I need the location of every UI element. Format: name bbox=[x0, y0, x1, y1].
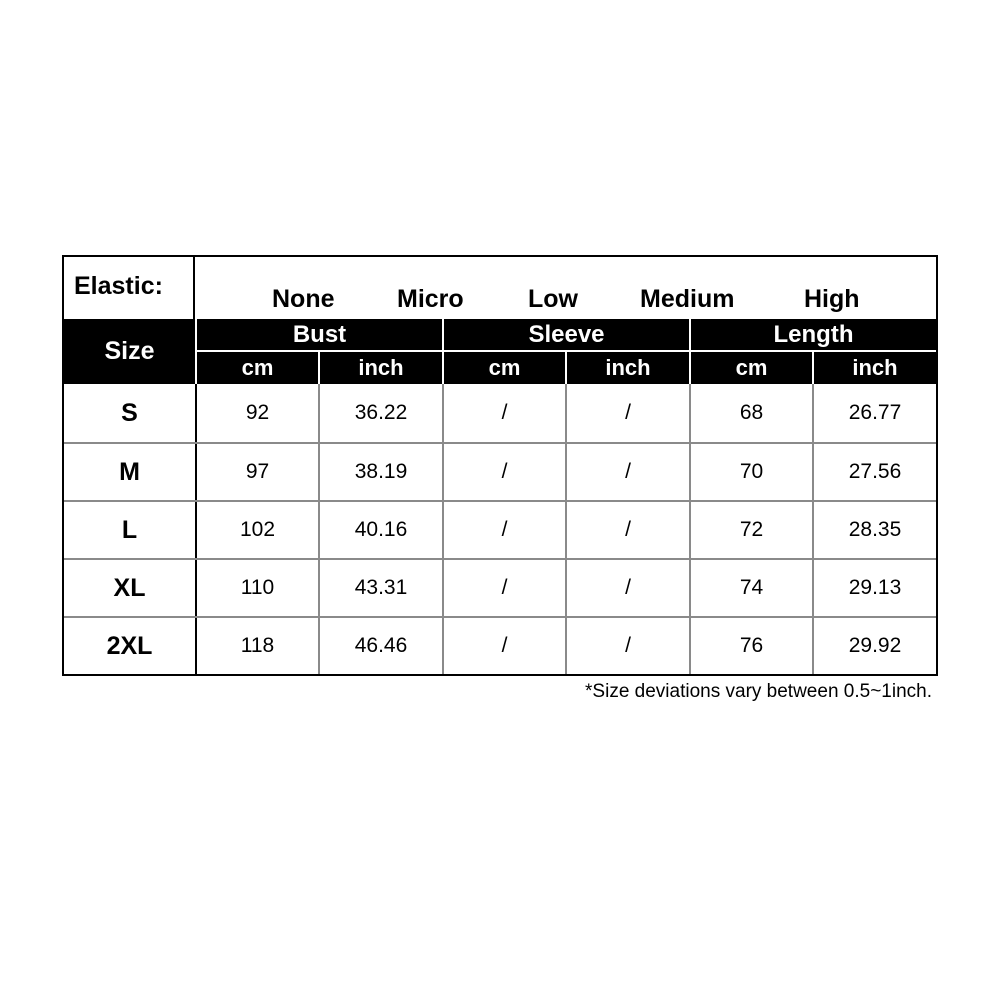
sleeve-inch-value: / bbox=[625, 401, 631, 424]
header-sleeve: Sleeve bbox=[528, 321, 605, 348]
elastic-option-high: High bbox=[804, 285, 860, 313]
header-bust: Bust bbox=[292, 321, 347, 348]
bust-inch-value: 36.22 bbox=[354, 401, 408, 424]
length-inch-value: 29.13 bbox=[848, 576, 902, 599]
header-length-cm: cm bbox=[735, 355, 768, 380]
length-inch-value: 28.35 bbox=[848, 518, 902, 541]
length-cm-value: 76 bbox=[739, 634, 764, 657]
header-sleeve-cm: cm bbox=[488, 355, 521, 380]
sleeve-cm-value: / bbox=[501, 576, 508, 599]
bust-inch-value: 40.16 bbox=[354, 518, 408, 541]
length-inch-value: 29.92 bbox=[848, 634, 902, 657]
elastic-label: Elastic: bbox=[64, 257, 195, 319]
length-cm-value: 68 bbox=[739, 401, 764, 424]
bust-inch-value: 38.19 bbox=[354, 460, 408, 483]
bust-cm-value: 102 bbox=[239, 518, 276, 541]
sleeve-inch-value: / bbox=[625, 634, 631, 657]
header-length-inch: inch bbox=[852, 355, 898, 380]
sleeve-cm-value: / bbox=[501, 634, 508, 657]
bust-cm-value: 110 bbox=[240, 576, 275, 599]
bust-inch-value: 46.46 bbox=[354, 634, 408, 657]
sleeve-cm-value: / bbox=[501, 518, 508, 541]
length-cm-value: 74 bbox=[739, 576, 764, 599]
header-sleeve-inch: inch bbox=[605, 355, 651, 380]
header-bust-inch: inch bbox=[358, 355, 404, 380]
length-inch-value: 26.77 bbox=[848, 401, 902, 424]
length-cm-value: 72 bbox=[739, 518, 764, 541]
size-chart-table bbox=[62, 255, 938, 676]
size-label: S bbox=[121, 398, 138, 427]
size-label: 2XL bbox=[106, 631, 153, 660]
header-bust-cm: cm bbox=[241, 355, 274, 380]
elastic-option-low: Low bbox=[528, 285, 578, 313]
elastic-option-none: None bbox=[272, 285, 335, 313]
size-label: L bbox=[121, 515, 138, 544]
bust-cm-value: 97 bbox=[245, 460, 270, 483]
length-cm-value: 70 bbox=[739, 460, 764, 483]
elastic-option-micro: Micro bbox=[397, 285, 464, 313]
sleeve-cm-value: / bbox=[501, 401, 508, 424]
size-deviation-footnote: *Size deviations vary between 0.5~1inch. bbox=[585, 681, 932, 702]
sleeve-inch-value: / bbox=[625, 576, 631, 599]
header-size: Size bbox=[104, 337, 155, 365]
table-header bbox=[64, 319, 936, 384]
sleeve-cm-value: / bbox=[501, 460, 508, 483]
header-length: Length bbox=[773, 321, 854, 348]
bust-cm-value: 92 bbox=[245, 401, 270, 424]
size-label: M bbox=[119, 457, 140, 486]
elastic-option-medium: Medium bbox=[640, 285, 735, 313]
sleeve-inch-value: / bbox=[625, 518, 631, 541]
bust-inch-value: 43.31 bbox=[354, 576, 408, 599]
bust-cm-value: 118 bbox=[240, 634, 275, 657]
length-inch-value: 27.56 bbox=[848, 460, 902, 483]
sleeve-inch-value: / bbox=[625, 460, 631, 483]
size-label: XL bbox=[113, 573, 146, 602]
